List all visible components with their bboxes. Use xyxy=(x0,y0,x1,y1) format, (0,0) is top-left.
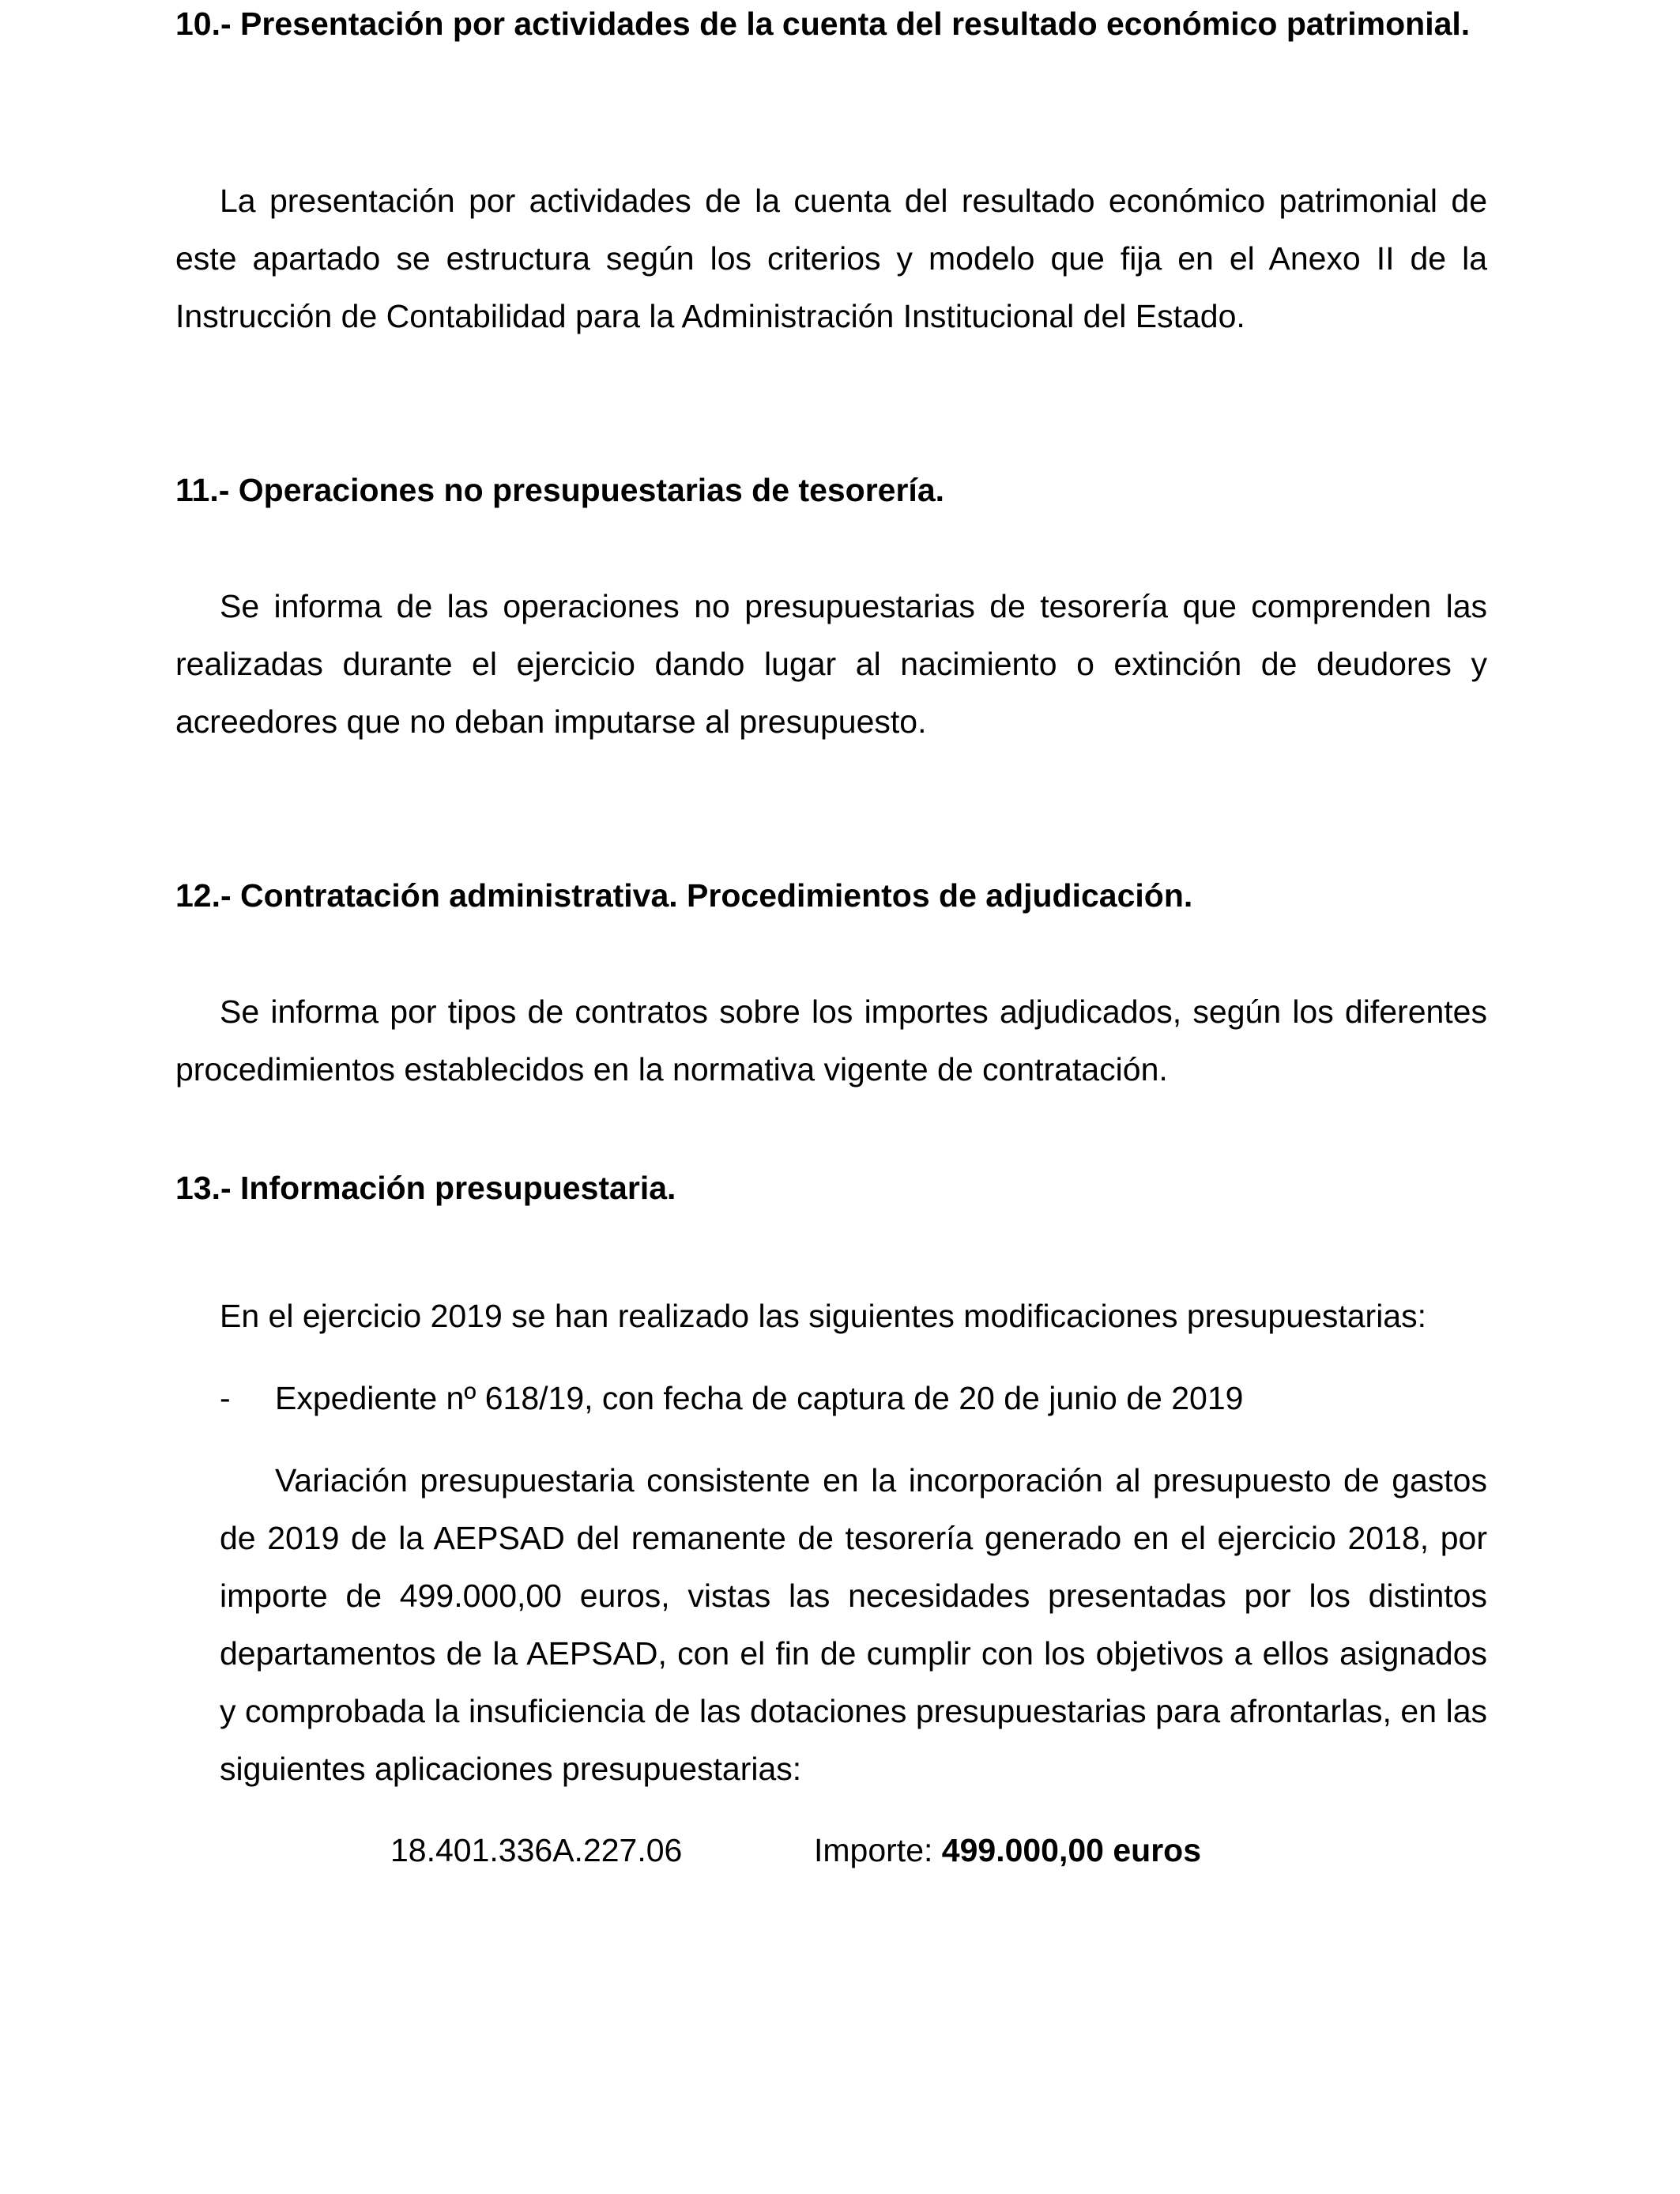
section-10-body: La presentación por actividades de la cuenta del resultado económico patrimonial de este apartado se estructura según los criterios y modelo que fija en el Anexo II de la Instrucción de Contabilidad para la Administración Institucional del Estado. xyxy=(175,183,1487,334)
expediente-text: Expediente nº 618/19, con fecha de captura de 20 de junio de 2019 xyxy=(275,1380,1244,1416)
section-13-intro: En el ejercicio 2019 se han realizado las siguientes modificaciones presupuestarias: xyxy=(220,1298,1426,1334)
amount-line xyxy=(814,1822,1201,1879)
list-bullet-dash: - xyxy=(220,1380,231,1416)
section-13-heading: 13.- Información presupuestaria. xyxy=(175,1170,676,1206)
amount-value: 499.000,00 euros xyxy=(941,1832,1202,1868)
variation-description: Variación presupuestaria consistente en la incorporación al presupuesto de gastos de 2019 de la AEPSAD del remanente de tesorería generado en el ejercicio 2018, por importe de 499.000,00 euros, vistas las necesidades presentadas por los distintos departamentos de la AEPSAD, con el fin de cumplir con los objetivos a ellos asignados y comprobada la insuficiencia de las dotaciones presupuestarias para afrontarlas, en las siguientes aplicaciones presupuestarias: xyxy=(220,1462,1487,1787)
application-code: 18.401.336A.227.06 xyxy=(390,1832,683,1868)
section-12-body: Se informa por tipos de contratos sobre los importes adjudicados, según los diferentes procedimientos establecidos en la normativa vigente de contratación. xyxy=(175,993,1487,1088)
section-11-heading: 11.- Operaciones no presupuestarias de tesorería. xyxy=(175,472,945,508)
section-10-heading: 10.- Presentación por actividades de la cuenta del resultado económico patrimonial. xyxy=(175,6,1471,42)
amount-label: Importe: xyxy=(814,1832,942,1868)
section-12-heading: 12.- Contratación administrativa. Procedimientos de adjudicación. xyxy=(175,877,1193,914)
section-11-body: Se informa de las operaciones no presupuestarias de tesorería que comprenden las realizadas durante el ejercicio dando lugar al nacimiento o extinción de deudores y acreedores que no deban imputarse al presupuesto. xyxy=(175,588,1487,740)
budget-application-line xyxy=(175,1822,1487,1879)
